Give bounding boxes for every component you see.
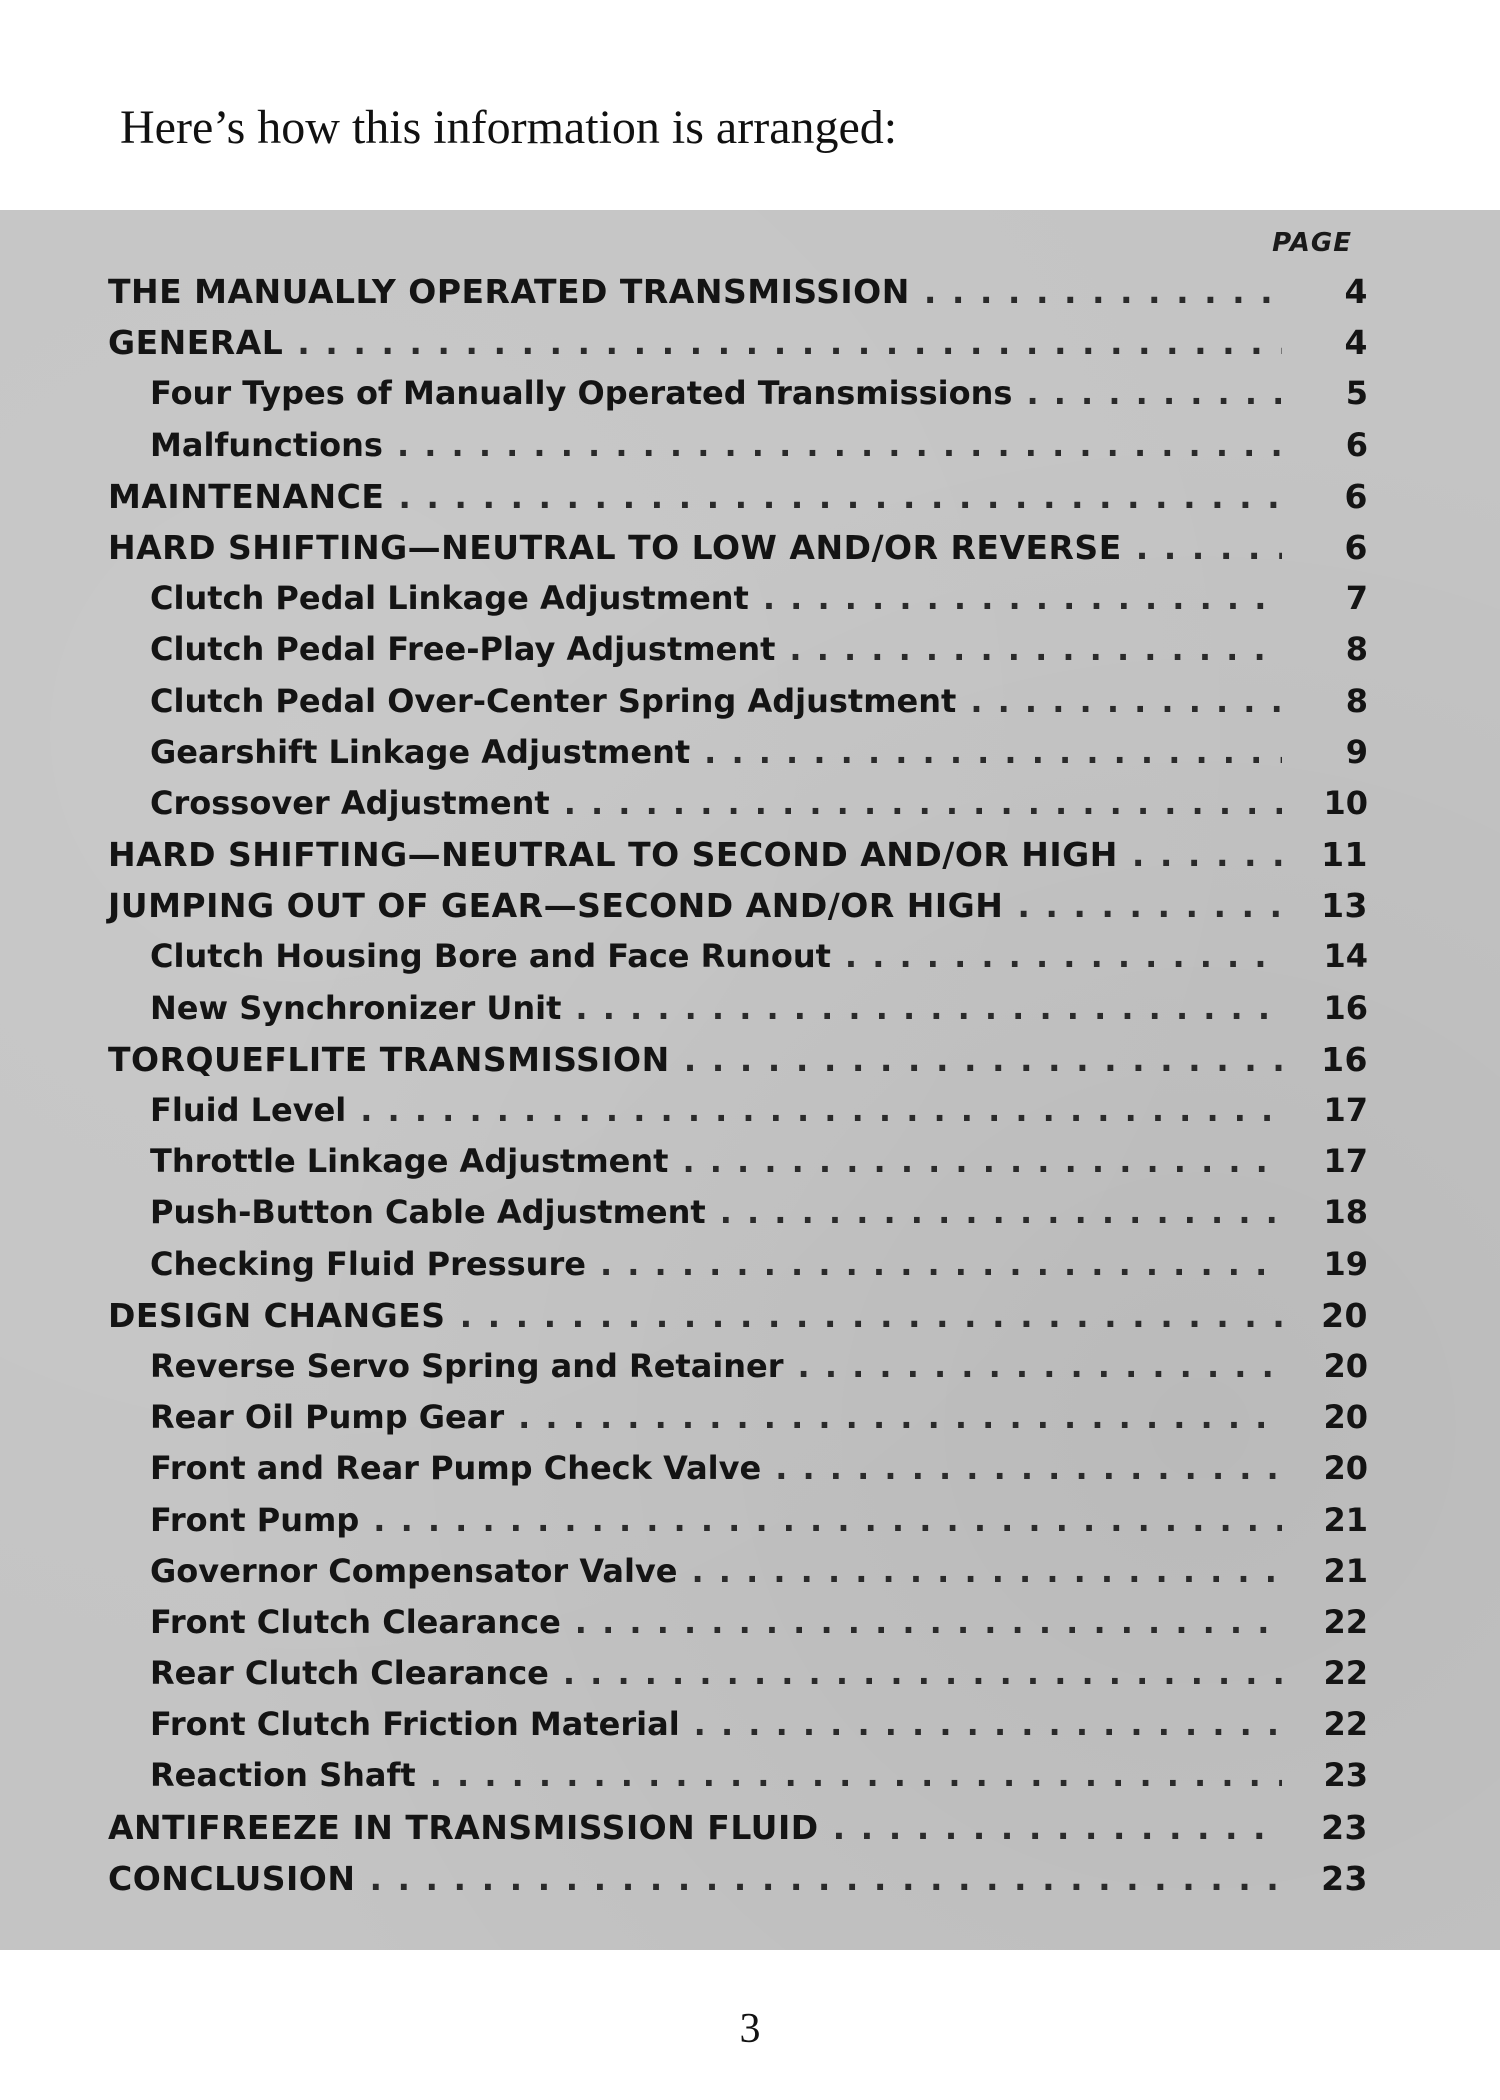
toc-entry-title: THE MANUALLY OPERATED TRANSMISSION <box>108 272 910 311</box>
toc-entry <box>108 989 1368 1040</box>
toc-entry-title: HARD SHIFTING—NEUTRAL TO SECOND AND/OR HIGH <box>108 835 1118 875</box>
toc-entry <box>108 1091 1368 1142</box>
toc-entry-title: JUMPING OUT OF GEAR—SECOND AND/OR HIGH <box>108 886 1004 926</box>
toc-entry-page: 6 <box>1344 527 1368 567</box>
dot-leader <box>518 1398 1282 1436</box>
toc-entry-title: New Synchronizer Unit <box>150 988 562 1027</box>
toc-entry-page: 7 <box>1345 579 1368 618</box>
dot-leader <box>691 1552 1282 1590</box>
toc-entry-title: Four Types of Manually Operated Transmissions <box>150 374 1013 413</box>
dot-leader <box>682 1142 1282 1180</box>
toc-entry-page: 19 <box>1323 1244 1368 1283</box>
dot-leader <box>398 477 1282 516</box>
toc-entry-title: Governor Compensator Valve <box>150 1551 678 1590</box>
toc-entry-page: 11 <box>1321 835 1368 875</box>
toc-entry <box>108 733 1368 784</box>
toc-entry-title: Reaction Shaft <box>150 1756 416 1795</box>
dot-leader <box>798 1347 1282 1385</box>
toc-entry <box>108 1040 1368 1091</box>
dot-leader <box>563 1654 1282 1692</box>
toc-entry-page: 22 <box>1323 1654 1368 1693</box>
toc-entry <box>108 426 1368 477</box>
toc-entry-page: 22 <box>1323 1705 1368 1744</box>
toc-entry-page: 6 <box>1345 425 1368 464</box>
dot-leader <box>360 1091 1282 1129</box>
toc-entry <box>108 1398 1368 1449</box>
toc-entry <box>108 835 1368 886</box>
dot-leader <box>564 784 1282 822</box>
dot-leader <box>845 937 1282 975</box>
toc-entry-title: DESIGN CHANGES <box>108 1295 446 1335</box>
toc-entry-page: 16 <box>1321 1039 1368 1079</box>
dot-leader <box>373 1501 1282 1539</box>
toc-entry-page: 20 <box>1323 1346 1368 1385</box>
toc-entry-page: 14 <box>1323 937 1368 976</box>
toc-entry-list <box>108 272 1368 1910</box>
toc-entry-title: Throttle Linkage Adjustment <box>150 1142 669 1181</box>
toc-entry-title: Clutch Pedal Over-Center Spring Adjustment <box>150 681 957 720</box>
dot-leader <box>575 989 1282 1027</box>
toc-entry-title: Gearshift Linkage Adjustment <box>150 732 691 771</box>
dot-leader <box>430 1756 1282 1794</box>
toc-entry-page: 10 <box>1323 783 1368 822</box>
toc-entry <box>108 272 1368 323</box>
toc-entry-page: 5 <box>1345 374 1368 413</box>
toc-entry-title: Fluid Level <box>150 1091 347 1129</box>
toc-entry-page: 23 <box>1323 1756 1368 1795</box>
toc-entry-title: Rear Clutch Clearance <box>150 1654 549 1693</box>
toc-entry <box>108 1654 1368 1705</box>
toc-entry-page: 23 <box>1321 1807 1368 1847</box>
dot-leader <box>789 630 1282 668</box>
toc-entry <box>108 1705 1368 1756</box>
toc-entry-page: 21 <box>1323 1551 1368 1590</box>
toc-entry-title: Crossover Adjustment <box>150 783 550 822</box>
dot-leader <box>460 1296 1282 1335</box>
dot-leader <box>694 1705 1282 1743</box>
toc-entry-page: 20 <box>1323 1398 1368 1437</box>
toc-entry <box>108 579 1368 630</box>
toc-entry-page: 22 <box>1323 1602 1368 1641</box>
intro-text: Here’s how this information is arranged: <box>120 101 898 154</box>
toc-entry <box>108 477 1368 528</box>
page-column-heading: PAGE <box>1272 228 1352 258</box>
toc-entry-page: 17 <box>1323 1142 1368 1181</box>
toc-entry-page: 4 <box>1344 323 1368 363</box>
dot-leader <box>297 323 1282 362</box>
dot-leader <box>1132 835 1282 874</box>
toc-entry-page: 13 <box>1321 886 1368 926</box>
toc-entry <box>108 630 1368 681</box>
toc-entry-title: Reverse Servo Spring and Retainer <box>150 1346 784 1385</box>
dot-leader <box>775 1449 1282 1487</box>
toc-entry-page: 23 <box>1321 1858 1368 1898</box>
toc-entry-title: Front and Rear Pump Check Valve <box>150 1449 762 1488</box>
dot-leader <box>720 1193 1282 1231</box>
toc-entry-title: Malfunctions <box>150 425 383 464</box>
toc-entry-title: Push-Button Cable Adjustment <box>150 1193 706 1232</box>
toc-entry <box>108 528 1368 579</box>
toc-entry <box>108 937 1368 988</box>
dot-leader <box>1026 374 1282 412</box>
toc-entry-page: 21 <box>1323 1500 1368 1539</box>
toc-entry <box>108 886 1368 937</box>
toc-entry-title: Clutch Pedal Linkage Adjustment <box>150 579 749 618</box>
toc-entry <box>108 1603 1368 1654</box>
toc-entry-page: 8 <box>1345 681 1368 720</box>
toc-entry <box>108 1859 1368 1910</box>
toc-entry <box>108 1142 1368 1193</box>
toc-entry-title: Front Clutch Clearance <box>150 1602 561 1641</box>
toc-entry-page: 9 <box>1345 732 1368 771</box>
toc-entry <box>108 1347 1368 1398</box>
toc-entry <box>108 1501 1368 1552</box>
toc-entry <box>108 374 1368 425</box>
page-number: 3 <box>739 2006 761 2052</box>
toc-entry <box>108 1193 1368 1244</box>
toc-entry <box>108 1245 1368 1296</box>
toc-entry-title: Front Clutch Friction Material <box>150 1705 680 1744</box>
toc-entry-page: 8 <box>1345 630 1368 669</box>
toc-entry <box>108 1808 1368 1859</box>
toc-entry-title: HARD SHIFTING—NEUTRAL TO LOW AND/OR REVERSE <box>108 527 1122 567</box>
toc-entry-page: 16 <box>1323 988 1368 1027</box>
table-of-contents <box>0 210 1500 1950</box>
toc-entry-page: 20 <box>1321 1295 1368 1335</box>
toc-entry-page: 6 <box>1344 476 1368 516</box>
toc-entry <box>108 1552 1368 1603</box>
dot-leader <box>684 1040 1282 1079</box>
dot-leader <box>833 1808 1282 1847</box>
toc-entry <box>108 1449 1368 1500</box>
toc-entry-title: Rear Oil Pump Gear <box>150 1398 505 1437</box>
toc-entry-title: TORQUEFLITE TRANSMISSION <box>108 1039 670 1079</box>
toc-entry-page: 17 <box>1323 1091 1368 1129</box>
toc-entry-title: Front Pump <box>150 1500 360 1539</box>
dot-leader <box>369 1859 1282 1898</box>
dot-leader <box>704 733 1282 771</box>
toc-entry-title: Clutch Housing Bore and Face Runout <box>150 937 831 976</box>
toc-entry-title: Checking Fluid Pressure <box>150 1244 586 1283</box>
toc-entry-title: Clutch Pedal Free-Play Adjustment <box>150 630 776 669</box>
toc-entry-title: GENERAL <box>108 323 284 363</box>
toc-entry <box>108 323 1368 374</box>
toc-entry-page: 4 <box>1344 272 1368 311</box>
dot-leader <box>970 682 1282 720</box>
toc-entry-title: ANTIFREEZE IN TRANSMISSION FLUID <box>108 1807 819 1847</box>
toc-entry <box>108 784 1368 835</box>
toc-entry-title: MAINTENANCE <box>108 476 385 516</box>
toc-entry <box>108 1756 1368 1807</box>
toc-entry <box>108 1296 1368 1347</box>
dot-leader <box>575 1603 1282 1641</box>
toc-entry <box>108 682 1368 733</box>
dot-leader <box>600 1245 1282 1283</box>
dot-leader <box>763 579 1282 617</box>
toc-entry-page: 18 <box>1323 1193 1368 1232</box>
dot-leader <box>1017 886 1282 925</box>
dot-leader <box>924 272 1282 311</box>
toc-entry-page: 20 <box>1323 1449 1368 1488</box>
toc-entry-title: CONCLUSION <box>108 1858 356 1898</box>
dot-leader <box>1136 528 1282 567</box>
dot-leader <box>397 426 1282 464</box>
